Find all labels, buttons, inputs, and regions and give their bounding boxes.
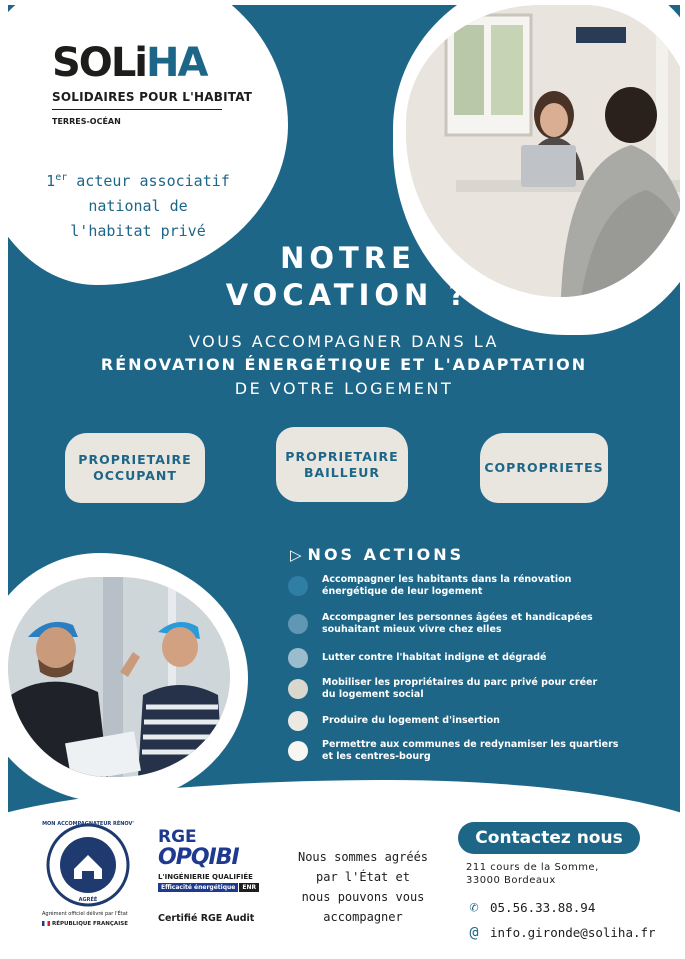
flyer-frame bbox=[8, 5, 680, 955]
action-text bbox=[322, 652, 547, 664]
action-line1: Permettre aux communes de redynamiser les quartiers bbox=[322, 739, 619, 750]
chip-bailleur-line1: PROPRIETAIRE bbox=[285, 448, 399, 464]
contact-address bbox=[466, 861, 599, 887]
bullet-dot-icon bbox=[288, 648, 308, 668]
renov-caption2-text: RÉPUBLIQUE FRANÇAISE bbox=[52, 921, 128, 927]
subtitle-line2: RÉNOVATION ÉNERGÉTIQUE ET L'ADAPTATION bbox=[100, 355, 588, 374]
agree-line3: nous pouvons vous bbox=[301, 890, 425, 904]
chip-occupant-line2: OCCUPANT bbox=[93, 468, 177, 483]
action-item bbox=[288, 677, 633, 701]
agree-line1: Nous sommes agréés bbox=[297, 850, 429, 864]
bullet-dot-icon bbox=[288, 711, 308, 731]
phone-number[interactable]: 05.56.33.88.94 bbox=[490, 899, 596, 915]
subtitle-line3: DE VOTRE LOGEMENT bbox=[234, 379, 454, 398]
agree-line4: accompagner bbox=[323, 910, 403, 924]
title-line1: NOTRE bbox=[280, 241, 416, 275]
bullet-dot-icon bbox=[288, 679, 308, 699]
tagline-sup: er bbox=[55, 172, 68, 183]
contact-email[interactable] bbox=[466, 923, 656, 941]
france-flag-icon bbox=[42, 921, 50, 926]
email-address[interactable]: info.gironde@soliha.fr bbox=[490, 924, 656, 940]
soliha-logo bbox=[52, 40, 207, 86]
action-line2: énergétique de leur logement bbox=[322, 586, 483, 597]
badge-rge bbox=[156, 827, 266, 907]
arrow-right-icon: ▷ bbox=[290, 546, 302, 564]
workers-photo bbox=[8, 577, 230, 777]
action-line1: Accompagner les habitants dans la rénovation bbox=[322, 574, 572, 585]
action-item bbox=[288, 612, 633, 636]
agree-text bbox=[273, 847, 453, 927]
phone-icon: ✆ bbox=[469, 898, 479, 916]
rge-label: RGE bbox=[158, 827, 197, 847]
tagline-line1-rest: acteur associatif bbox=[76, 172, 230, 190]
action-line2: et les centres-bourg bbox=[322, 751, 431, 762]
action-line1: Lutter contre l'habitat indigne et dégradé bbox=[322, 652, 547, 663]
title-line2: VOCATION ? bbox=[225, 278, 471, 312]
tagline-line1 bbox=[28, 165, 248, 194]
action-line1: Produire du logement d'insertion bbox=[322, 715, 500, 726]
actions-heading bbox=[290, 545, 464, 564]
rge-enr: ENR bbox=[239, 883, 259, 892]
address-line2: 33000 Bordeaux bbox=[466, 875, 556, 886]
agree-line2: par l'État et bbox=[316, 870, 410, 884]
action-text bbox=[322, 715, 500, 727]
action-item bbox=[288, 574, 633, 598]
at-icon: @ bbox=[469, 923, 479, 941]
chip-proprietaire-bailleur bbox=[276, 427, 408, 502]
bullet-dot-icon bbox=[288, 741, 308, 761]
actions-title-text: NOS ACTIONS bbox=[307, 545, 465, 564]
tagline-line2: national de bbox=[88, 197, 188, 215]
rge-line2 bbox=[158, 883, 259, 892]
action-line1: Mobiliser les propriétaires du parc privé pour créer bbox=[322, 677, 598, 688]
bullet-dot-icon bbox=[288, 576, 308, 596]
action-line2: souhaitant mieux vivre chez elles bbox=[322, 624, 502, 635]
rge-caption: Certifié RGE Audit bbox=[158, 913, 255, 924]
action-item bbox=[288, 711, 633, 731]
bullet-dot-icon bbox=[288, 614, 308, 634]
tagline-prefix: 1 bbox=[46, 172, 56, 190]
address-line1: 211 cours de la Somme, bbox=[466, 862, 599, 873]
renov-caption1: Agrément officiel délivré par l'État bbox=[42, 911, 128, 917]
action-line1: Accompagner les personnes âgées et handicapées bbox=[322, 612, 593, 623]
rge-line2-text: Efficacité énergétique bbox=[158, 883, 238, 892]
rge-brand: OPQIBI bbox=[158, 845, 239, 870]
action-text bbox=[322, 677, 597, 701]
tagline bbox=[28, 165, 248, 244]
logo-part2: HA bbox=[146, 40, 207, 86]
logo-subtitle: SOLIDAIRES POUR L'HABITAT bbox=[52, 90, 253, 104]
chip-copro-label: COPROPRIETES bbox=[484, 460, 604, 475]
action-line2: du logement social bbox=[322, 689, 424, 700]
logo-part1: SOLi bbox=[52, 40, 147, 86]
renov-agree: AGRÉÉ bbox=[78, 897, 98, 903]
chip-occupant-line1: PROPRIETAIRE bbox=[78, 452, 192, 467]
action-item bbox=[288, 648, 633, 668]
badge-renov bbox=[38, 817, 138, 917]
action-text bbox=[322, 574, 571, 598]
action-item bbox=[288, 739, 633, 763]
action-text bbox=[322, 739, 618, 763]
renov-ring-text: MON ACCOMPAGNATEUR RÉNOV' bbox=[42, 821, 134, 827]
chip-bailleur-line2: BAILLEUR bbox=[303, 464, 381, 480]
chip-proprietaire-occupant bbox=[65, 433, 205, 503]
logo-divider bbox=[52, 109, 222, 110]
contact-button[interactable]: Contactez nous bbox=[458, 822, 640, 854]
logo-region: TERRES-OCÉAN bbox=[52, 117, 121, 126]
rge-line1: L'INGÉNIERIE QUALIFIÉE bbox=[158, 873, 253, 881]
tagline-line3: l'habitat privé bbox=[70, 222, 206, 240]
contact-phone[interactable] bbox=[466, 898, 595, 916]
renov-caption2 bbox=[42, 921, 128, 927]
action-text bbox=[322, 612, 593, 636]
subtitle-line1: VOUS ACCOMPAGNER DANS LA bbox=[188, 332, 499, 351]
chip-coproprietes bbox=[480, 433, 608, 503]
